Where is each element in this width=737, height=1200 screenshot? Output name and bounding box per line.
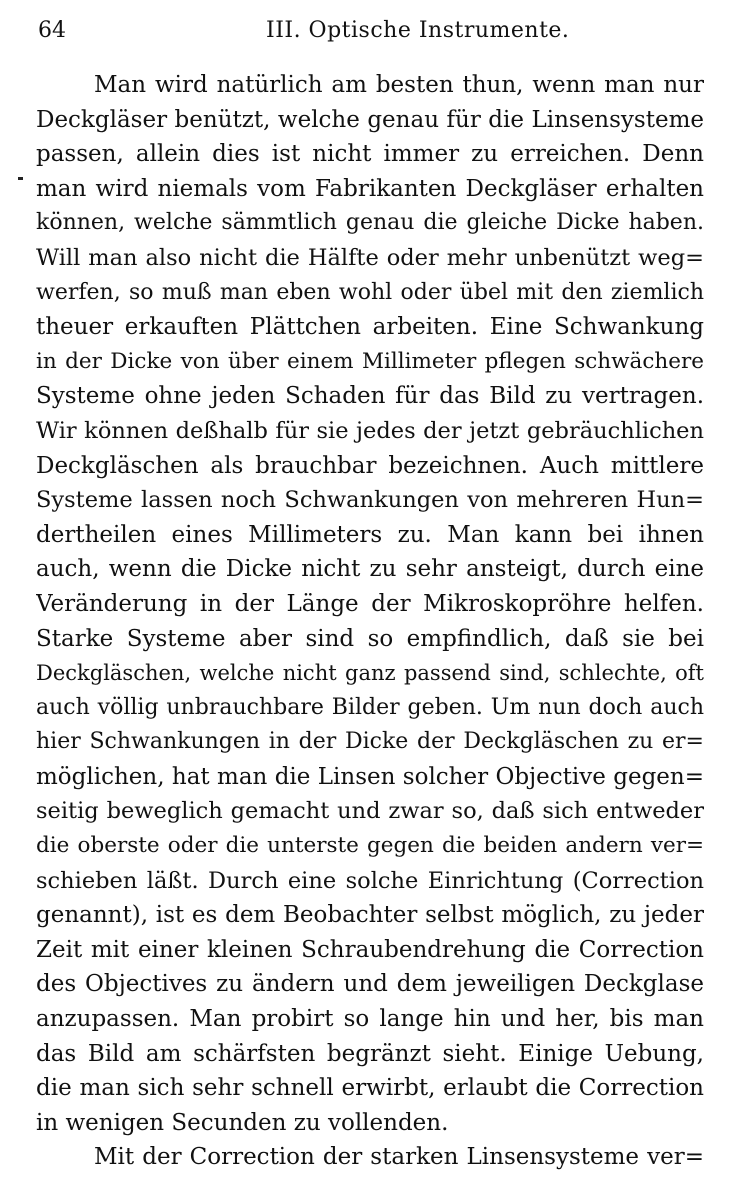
text-line: Starke Systeme aber sind so empfindlich, daß sie bei — [36, 625, 704, 652]
text-line: passen, allein dies ist nicht immer zu erreichen. Denn — [36, 141, 704, 168]
margin-mark — [18, 177, 23, 180]
text-line: theuer erkauften Plättchen arbeiten. Eine Schwankung — [36, 314, 704, 341]
text-line: Deckgläser benützt, welche genau für die Linsensysteme — [36, 106, 704, 133]
text-line: genannt), ist es dem Beobachter selbst möglich, zu jeder — [36, 902, 704, 929]
text-line: in wenigen Secunden zu vollenden. — [36, 1109, 449, 1136]
text-line: die man sich sehr schnell erwirbt, erlaubt die Correction — [36, 1075, 704, 1102]
running-head: III. Optische Instrumente. — [266, 18, 570, 43]
text-line: man wird niemals vom Fabrikanten Deckgläser erhalten — [36, 175, 704, 202]
text-line: Deckgläschen, welche nicht ganz passend sind, schlechte, oft — [36, 661, 704, 686]
text-line: Man wird natürlich am besten thun, wenn man nur — [94, 72, 704, 98]
body-text — [36, 68, 704, 1175]
text-line: schieben läßt. Durch eine solche Einrichtung (Correction — [36, 867, 704, 894]
text-line: auch völlig unbrauchbare Bilder geben. Um nun doch auch — [36, 694, 704, 720]
text-line: Systeme lassen noch Schwankungen von mehreren Hun= — [36, 487, 704, 514]
text-line: können, welche sämmtlich genau die gleiche Dicke haben. — [36, 210, 704, 236]
text-line: dertheilen eines Millimeters zu. Man kann bei ihnen — [36, 521, 704, 548]
text-line: das Bild am schärfsten begränzt sieht. Einige Uebung, — [36, 1040, 704, 1067]
text-line: Mit der Correction der starken Linsensysteme ver= — [94, 1144, 704, 1171]
text-line: seitig beweglich gemacht und zwar so, daß sich entweder — [36, 798, 704, 825]
text-line: werfen, so muß man eben wohl oder übel mit den ziemlich — [36, 279, 704, 305]
text-line: in der Dicke von über einem Millimeter pflegen schwächere — [36, 348, 704, 374]
text-line: des Objectives zu ändern und dem jeweiligen Deckglase — [36, 971, 704, 998]
text-line: Deckgläschen als brauchbar bezeichnen. Auch mittlere — [36, 452, 704, 479]
text-line: die oberste oder die unterste gegen die beiden andern ver= — [36, 833, 704, 859]
text-line: Veränderung in der Länge der Mikroskopröhre helfen. — [36, 590, 704, 617]
page-header — [38, 18, 707, 48]
text-line: hier Schwankungen in der Dicke der Deckgläschen zu er= — [36, 729, 704, 755]
text-line: Systeme ohne jeden Schaden für das Bild zu vertragen. — [36, 383, 704, 410]
text-line: Zeit mit einer kleinen Schraubendrehung die Correction — [36, 936, 704, 963]
text-line: möglichen, hat man die Linsen solcher Objective gegen= — [36, 763, 704, 790]
text-line: auch, wenn die Dicke nicht zu sehr ansteigt, durch eine — [36, 556, 704, 583]
text-line: Wir können deßhalb für sie jedes der jetzt gebräuchlichen — [36, 417, 704, 444]
page-number: 64 — [38, 18, 66, 43]
text-line: anzupassen. Man probirt so lange hin und her, bis man — [36, 1006, 704, 1033]
text-line: Will man also nicht die Hälfte oder mehr unbenützt weg= — [36, 244, 704, 271]
